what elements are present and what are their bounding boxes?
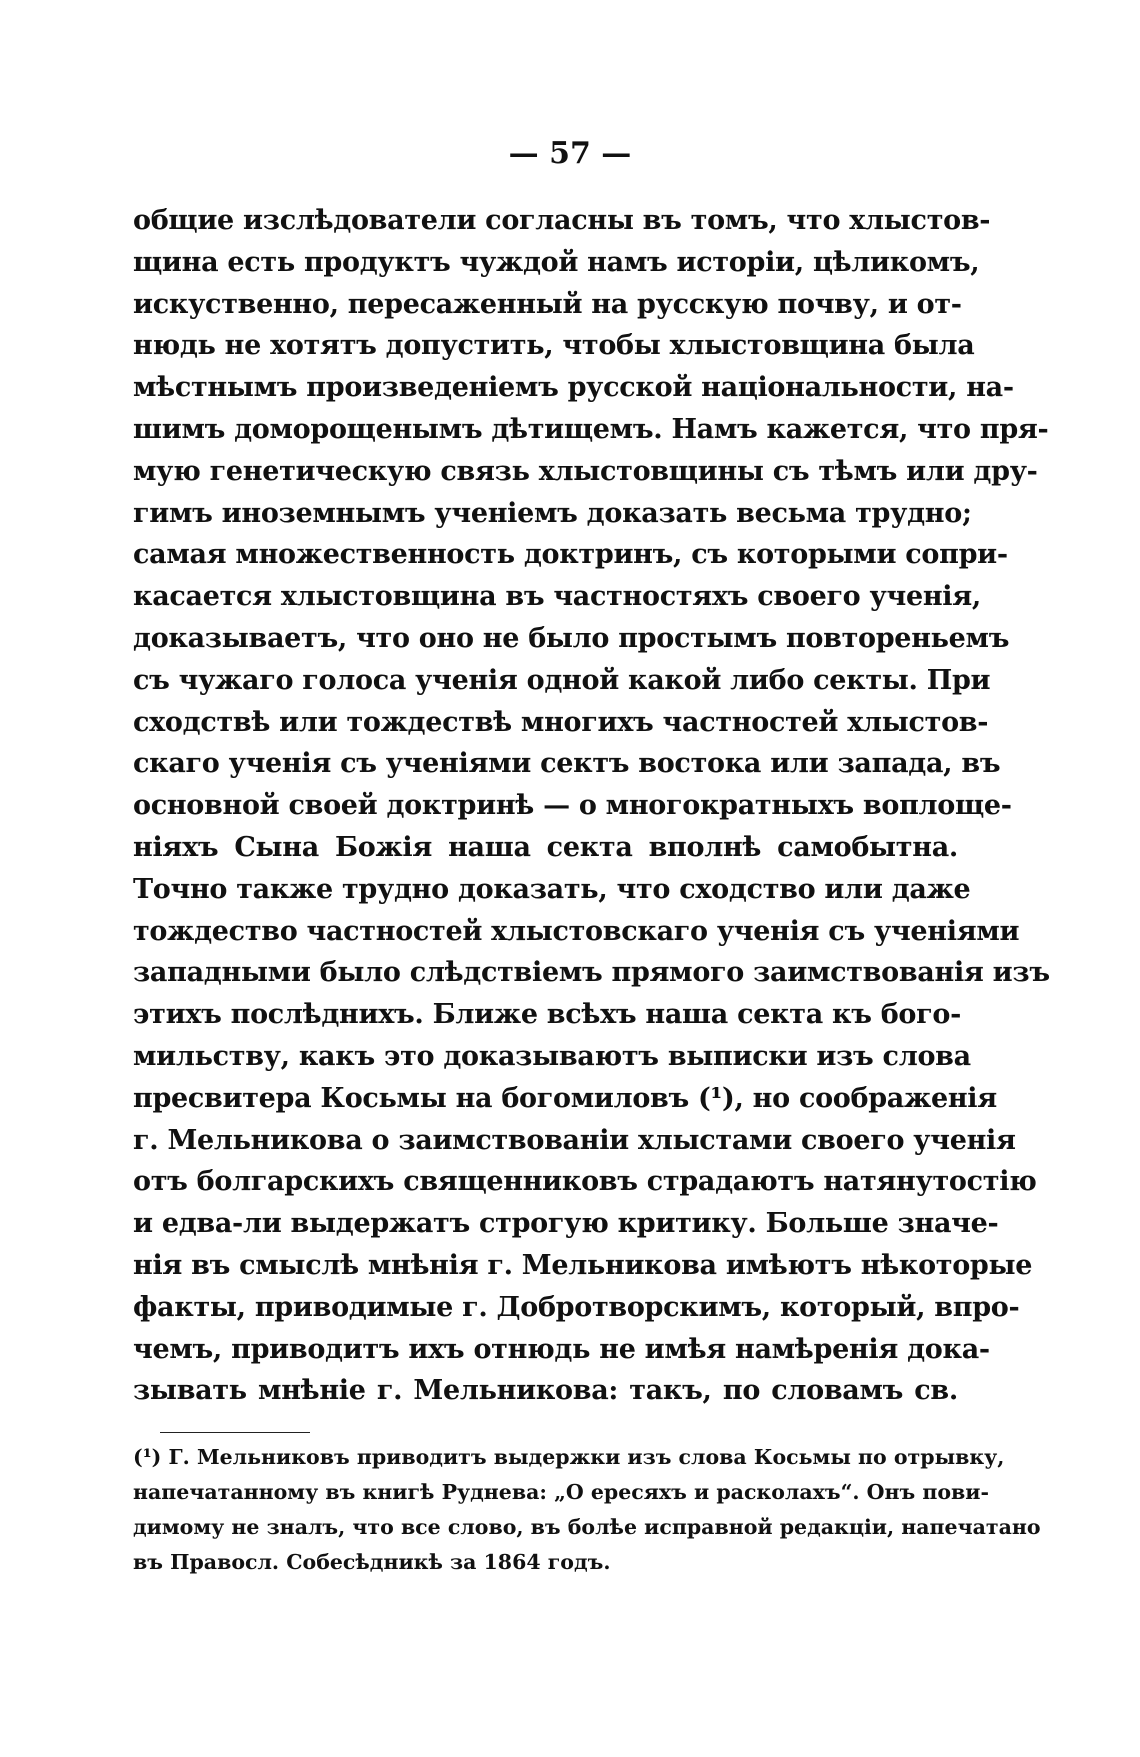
body-line: мѣстнымъ произведеніемъ русской національности, на- — [133, 372, 1014, 404]
body-line: скаго ученія съ ученіями сектъ востока или запада, въ — [133, 748, 1001, 780]
body-line: зывать мнѣніе г. Мельникова: такъ, по словамъ св. — [133, 1375, 958, 1407]
body-line: Точно также трудно доказать, что сходство или даже — [133, 873, 971, 905]
body-line: факты, приводимые г. Добротворскимъ, который, впро- — [133, 1291, 1020, 1323]
body-line: сходствѣ или тождествѣ многихъ частностей хлыстов- — [133, 706, 989, 738]
body-line: основной своей доктринѣ — о многократныхъ воплоще- — [133, 790, 1012, 822]
body-line: щина есть продуктъ чуждой намъ исторіи, цѣликомъ, — [133, 246, 980, 278]
body-line: касается хлыстовщина въ частностяхъ своего ученія, — [133, 581, 981, 613]
body-line: общие изслѣдователи согласны въ томъ, что хлыстов- — [133, 205, 991, 236]
body-line: пресвитера Косьмы на богомиловъ (¹), но соображенія — [133, 1082, 997, 1114]
body-line: тождество частностей хлыстовскаго ученія съ ученіями — [133, 915, 1020, 947]
body-line: отъ болгарскихъ священниковъ страдаютъ натянутостію — [133, 1166, 1037, 1198]
page-number: — 57 — — [508, 136, 632, 171]
body-line: г. Мельникова о заимствованіи хлыстами своего ученія — [133, 1124, 1016, 1156]
footnote-line: въ Правосл. Собесѣдникѣ за 1864 годъ. — [133, 1550, 611, 1574]
body-line: нія въ смыслѣ мнѣнія г. Мельникова имѣютъ нѣкоторые — [133, 1249, 1033, 1281]
body-line: доказываетъ, что оно не было простымъ повтореньемъ — [133, 622, 1010, 654]
body-line: искуственно, пересаженный на русскую почву, и от- — [133, 288, 962, 320]
body-line: шимъ доморощенымъ дѣтищемъ. Намъ кажется, что пря- — [133, 413, 1049, 445]
footnote-line: напечатанному въ книгѣ Руднева: „О ересяхъ и расколахъ“. Онъ пови- — [133, 1480, 990, 1504]
body-line: и едва-ли выдержатъ строгую критику. Больше значе- — [133, 1208, 999, 1240]
body-line: западными было слѣдствіемъ прямого заимствованія изъ — [133, 957, 1050, 989]
footnote-line: (¹) Г. Мельниковъ приводитъ выдержки изъ слова Косьмы по отрывку, — [133, 1445, 1005, 1469]
body-line: мую генетическую связь хлыстовщины съ тѣмъ или дру- — [133, 455, 1038, 487]
body-line: нюдь не хотятъ допустить, чтобы хлыстовщина была — [133, 330, 975, 362]
body-line: самая множественность доктринъ, съ которыми сопри- — [133, 539, 1008, 571]
body-line: этихъ послѣднихъ. Ближе всѣхъ наша секта къ бого- — [133, 999, 961, 1031]
footnote-rule — [160, 1432, 310, 1433]
body-line: мильству, какъ это доказываютъ выписки изъ слова — [133, 1040, 971, 1072]
body-text — [133, 200, 1050, 1412]
footnote-line: димому не зналъ, что все слово, въ болѣе исправной редакціи, напечатано — [133, 1515, 1041, 1539]
body-line: гимъ иноземнымъ ученіемъ доказать весьма трудно; — [133, 497, 972, 529]
footnote — [133, 1440, 1041, 1580]
body-line: съ чужаго голоса ученія одной какой либо секты. При — [133, 664, 991, 696]
body-line: чемъ, приводитъ ихъ отнюдь не имѣя намѣренія дока- — [133, 1333, 990, 1365]
body-line: ніяхъ Сына Божія наша секта вполнѣ самобытна. — [133, 831, 958, 863]
